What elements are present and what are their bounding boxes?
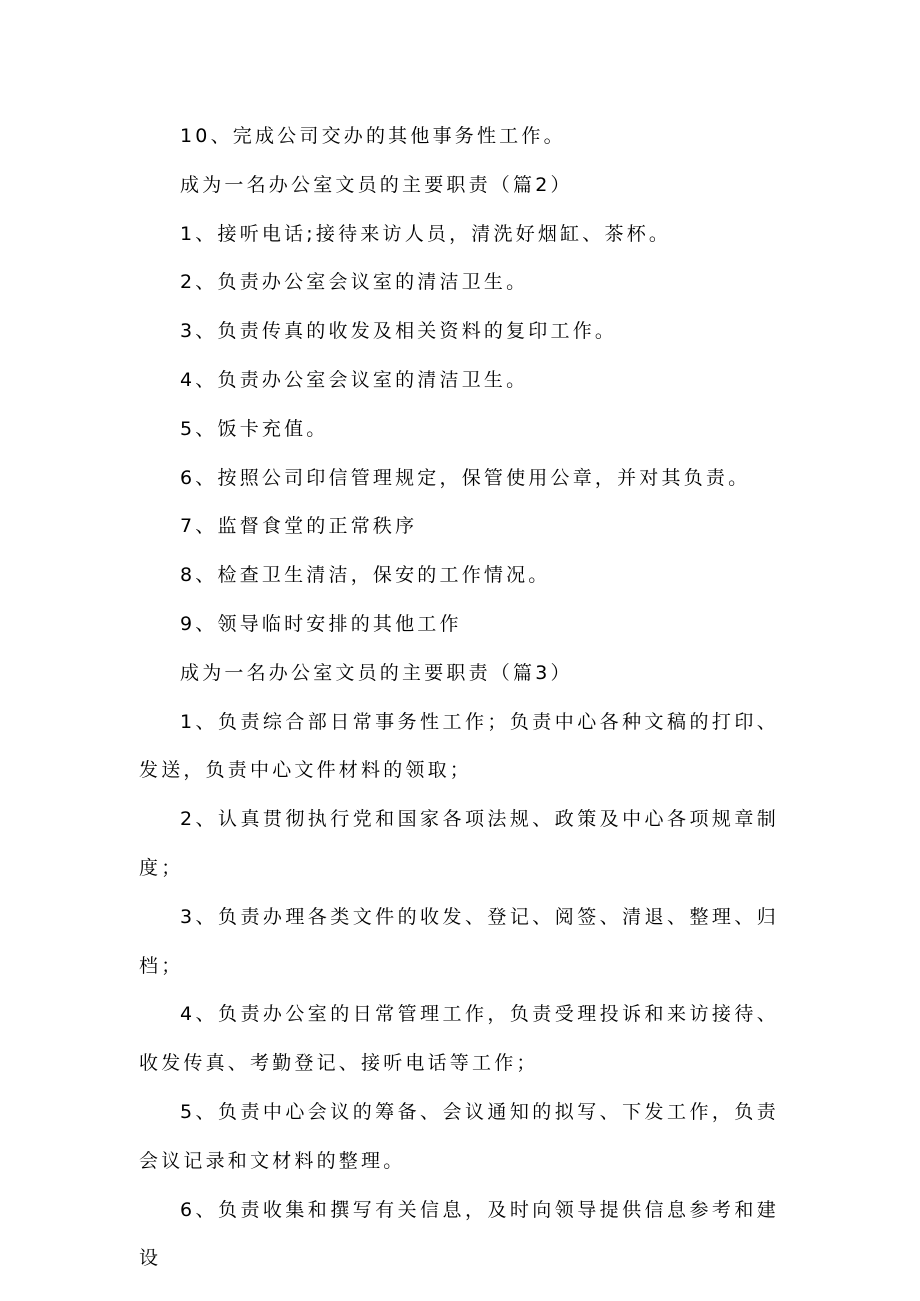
paragraph-17: 5、负责中心会议的筹备、会议通知的拟写、下发工作，负责会议记录和文材料的整理。 [139,1100,779,1172]
paragraph-9: 7、监督食堂的正常秩序 [180,515,418,538]
section-heading-3: 成为一名办公室文员的主要职责（篇3） [180,661,573,684]
paragraph-16: 4、负责办公室的日常管理工作，负责受理投诉和来访接待、收发传真、考勤登记、接听电话等工作； [139,1003,779,1075]
paragraph-15: 3、负责办理各类文件的收发、登记、阅签、清退、整理、归档； [139,905,779,977]
paragraph-4: 2、负责办公室会议室的清洁卫生。 [180,271,529,294]
document-body [139,112,779,1283]
paragraph-3: 1、接听电话;接待来访人员，清洗好烟缸、茶杯。 [180,222,672,245]
paragraph-1: 10、完成公司交办的其他事务性工作。 [180,125,566,147]
paragraph-8: 6、按照公司印信管理规定，保管使用公章，并对其负责。 [180,466,751,489]
paragraph-10: 8、检查卫生清洁，保安的工作情况。 [180,564,551,587]
section-heading-2: 成为一名办公室文员的主要职责（篇2） [180,173,573,196]
paragraph-7: 5、饭卡充值。 [180,417,329,440]
paragraph-6: 4、负责办公室会议室的清洁卫生。 [180,368,529,391]
paragraph-13: 1、负责综合部日常事务性工作；负责中心各种文稿的打印、发送，负责中心文件材料的领取； [139,710,779,782]
paragraph-11: 9、领导临时安排的其他工作 [180,612,462,635]
paragraph-14: 2、认真贯彻执行党和国家各项法规、政策及中心各项规章制度； [139,808,779,879]
paragraph-5: 3、负责传真的收发及相关资料的复印工作。 [180,320,618,343]
paragraph-18: 6、负责收集和撰写有关信息，及时向领导提供信息参考和建设 [139,1198,779,1270]
